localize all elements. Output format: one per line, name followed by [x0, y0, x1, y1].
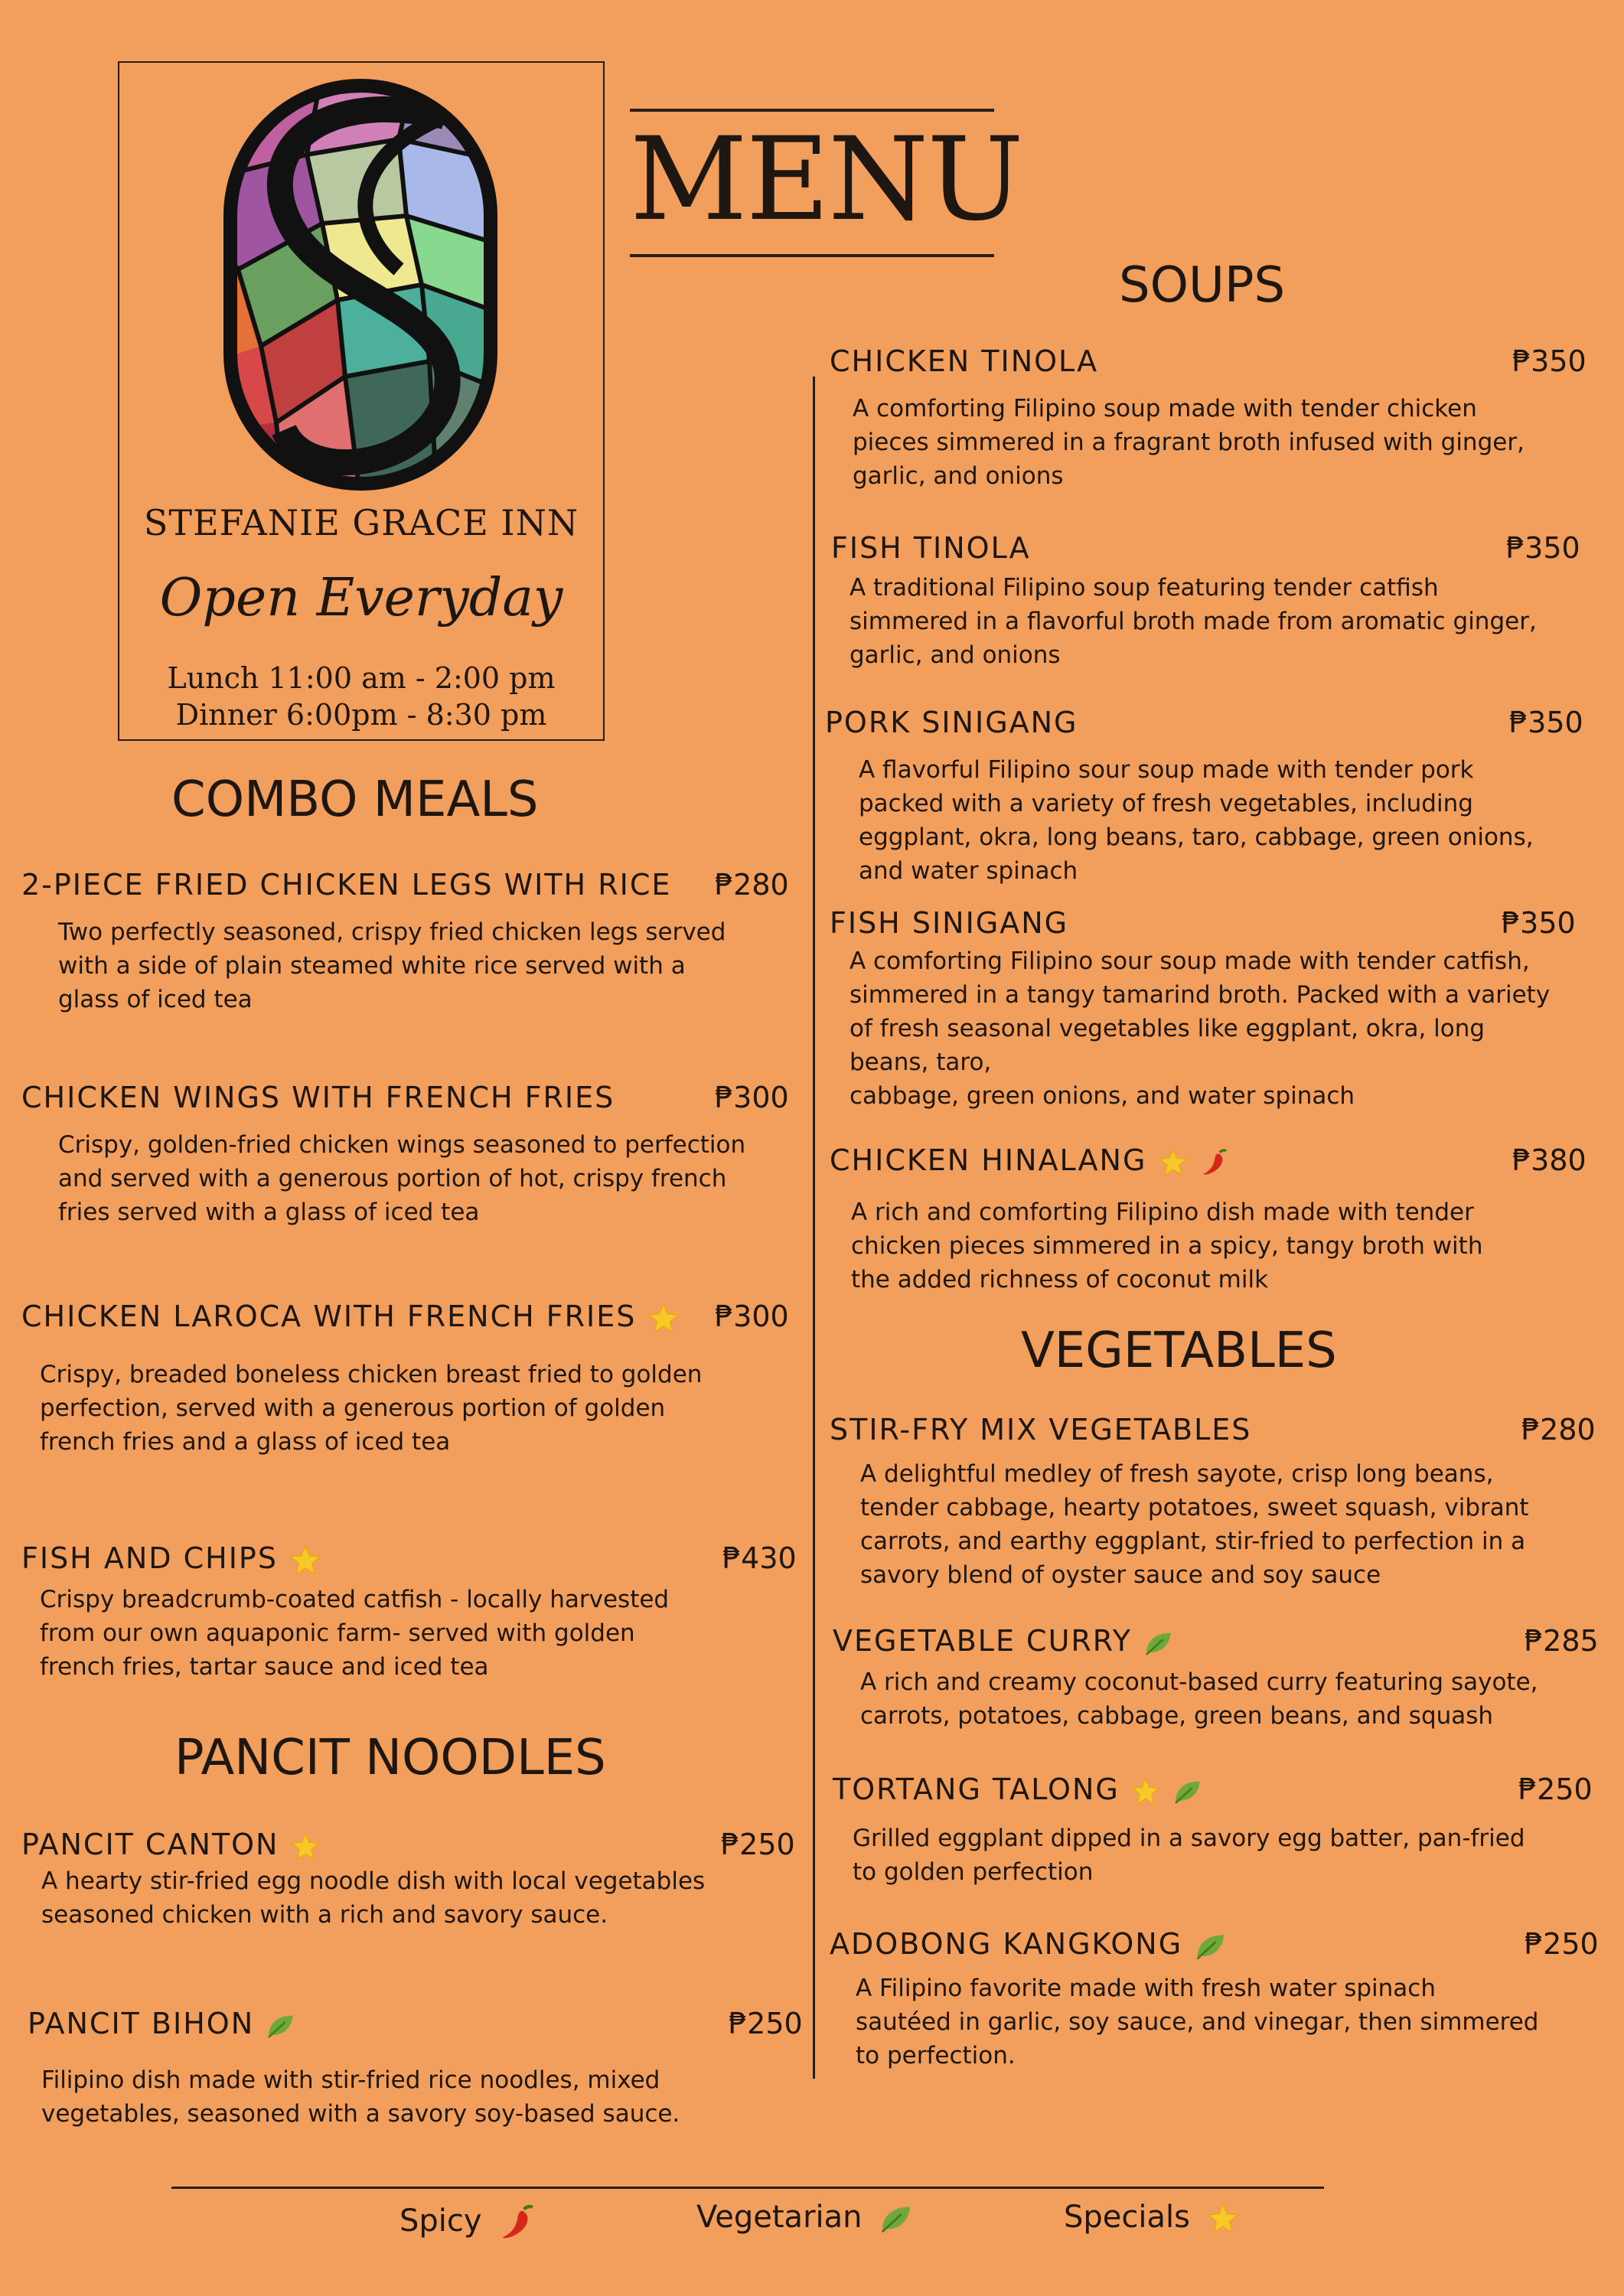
- menu-item-price: ₱350: [1502, 906, 1576, 940]
- vegetables-heading: VEGETABLES: [1021, 1322, 1337, 1379]
- star-icon: [1206, 2202, 1240, 2236]
- soups-heading: SOUPS: [1119, 257, 1286, 314]
- legend-divider: [171, 2187, 1324, 2189]
- menu-item-price: ₱430: [722, 1541, 797, 1575]
- menu-item-price: ₱250: [729, 2007, 803, 2040]
- menu-item-name: PORK SINIGANG: [825, 706, 1078, 739]
- menu-item-price: ₱300: [715, 1300, 789, 1333]
- menu-item-price: ₱380: [1512, 1143, 1586, 1177]
- menu-item-name: CHICKEN WINGS WITH FRENCH FRIES: [21, 1081, 615, 1114]
- menu-item-name-text: PANCIT CANTON: [21, 1828, 279, 1861]
- menu-item-description: Crispy, breaded boneless chicken breast fried to golden perfection, served with a generous portion of golden french fries and a glass of iced tea: [40, 1361, 703, 1456]
- menu-item-description: A hearty stir-fried egg noodle dish with local vegetables seasoned chicken with a rich and savory sauce.: [41, 1867, 706, 1929]
- star-icon: [647, 1302, 680, 1336]
- menu-item-price: ₱350: [1509, 706, 1583, 739]
- leaf-icon: [1143, 1628, 1173, 1658]
- menu-item-price: ₱350: [1512, 344, 1586, 378]
- menu-item-price: ₱285: [1525, 1624, 1599, 1658]
- menu-item-price: ₱250: [721, 1828, 795, 1861]
- menu-item-name-text: FISH AND CHIPS: [21, 1541, 278, 1575]
- logo-panel: [118, 61, 605, 741]
- menu-item-name: 2-PIECE FRIED CHICKEN LEGS WITH RICE: [21, 868, 672, 902]
- legend-specials: [1064, 2200, 1240, 2236]
- menu-item-name: [28, 2007, 295, 2041]
- legend-vegetarian: [696, 2200, 913, 2236]
- menu-item-name: [833, 1624, 1173, 1658]
- lunch-hours: Lunch 11:00 am - 2:00 pm: [167, 661, 556, 695]
- menu-item-description: Grilled eggplant dipped in a savory egg batter, pan-fried to golden perfection: [853, 1825, 1525, 1886]
- menu-item-name: [21, 1828, 321, 1862]
- menu-item-description: Filipino dish made with stir-fried rice noodles, mixed vegetables, seasoned with a savory soy-based sauce.: [41, 2066, 680, 2128]
- menu-item-description: A flavorful Filipino sour soup made with tender pork packed with a variety of fresh vegetables, including eggplant, okra, long beans, taro, cabbage, green onions, and water spinach: [859, 756, 1534, 885]
- menu-item-price: ₱250: [1525, 1927, 1599, 1961]
- legend-vegetarian-label: Vegetarian: [696, 2200, 863, 2235]
- menu-item-name: [21, 1300, 680, 1336]
- menu-item-description: A rich and comforting Filipino dish made with tender chicken pieces simmered in a spicy, tangy broth with the added richness of coconut milk: [851, 1199, 1483, 1293]
- menu-item-name-text: CHICKEN HINALANG: [830, 1143, 1147, 1177]
- inn-name: STEFANIE GRACE INN: [143, 502, 579, 543]
- menu-item-description: Crispy, golden-fried chicken wings seasoned to perfection and served with a generous portion of hot, crispy french fries served with a glass of iced tea: [58, 1131, 746, 1226]
- leaf-icon: [1172, 1776, 1202, 1807]
- menu-item-name-text: ADOBONG KANGKONG: [830, 1927, 1183, 1961]
- chili-pepper-icon: [1199, 1147, 1230, 1178]
- menu-item-name: [833, 1773, 1202, 1807]
- star-icon: [1130, 1776, 1161, 1807]
- menu-item-name-text: TORTANG TALONG: [833, 1773, 1120, 1806]
- menu-item-description: A traditional Filipino soup featuring tender catfish simmered in a flavorful broth made from aromatic ginger, garlic, and onions: [850, 574, 1537, 669]
- star-icon: [289, 1544, 322, 1577]
- menu-item-name: STIR-FRY MIX VEGETABLES: [830, 1413, 1252, 1446]
- menu-item-price: ₱280: [715, 868, 789, 902]
- leaf-icon: [878, 2201, 913, 2236]
- leaf-icon: [265, 2011, 295, 2041]
- menu-item-name-text: PANCIT BIHON: [28, 2007, 255, 2040]
- menu-item-name: FISH SINIGANG: [830, 906, 1069, 940]
- legend-spicy: [399, 2200, 537, 2245]
- menu-title-bottom-rule: [630, 254, 994, 257]
- legend-spicy-label: Spicy: [399, 2203, 482, 2239]
- star-icon: [290, 1831, 321, 1862]
- menu-item-description: Two perfectly seasoned, crispy fried chicken legs served with a side of plain steamed white rice served with a glass of iced tea: [58, 918, 726, 1013]
- menu-item-description: A comforting Filipino sour soup made with tender catfish, simmered in a tangy tamarind broth. Packed with a variety of fresh seasonal vegetables like eggplant, okra, long beans, taro, cabbage, green onions, and water spinach: [850, 947, 1551, 1110]
- menu-item-name: CHICKEN TINOLA: [830, 344, 1099, 378]
- menu-item-description: Crispy breadcrumb-coated catfish - locally harvested from our own aquaponic farm- served with golden french fries, tartar sauce and iced tea: [40, 1586, 670, 1681]
- menu-item-name: FISH TINOLA: [831, 531, 1031, 565]
- menu-item-name: [830, 1143, 1230, 1178]
- leaf-icon: [1193, 1929, 1227, 1963]
- open-everyday-tagline: Open Everyday: [159, 568, 563, 628]
- star-icon: [1158, 1147, 1189, 1178]
- menu-item-price: ₱300: [715, 1081, 789, 1114]
- menu-item-name: [830, 1927, 1227, 1963]
- menu-item-description: A Filipino favorite made with fresh water spinach sautéed in garlic, soy sauce, and vinegar, then simmered to perfection.: [856, 1975, 1539, 2069]
- menu-title: MENU: [630, 113, 1022, 246]
- menu-title-top-rule: [630, 109, 994, 112]
- menu-item-price: ₱250: [1518, 1773, 1593, 1806]
- dinner-hours: Dinner 6:00pm - 8:30 pm: [175, 698, 547, 732]
- stained-glass-logo-icon: [215, 70, 506, 499]
- menu-item-price: ₱280: [1521, 1413, 1596, 1446]
- menu-item-name-text: VEGETABLE CURRY: [833, 1624, 1132, 1658]
- menu-item-description: A comforting Filipino soup made with tender chicken pieces simmered in a fragrant broth infused with ginger, garlic, and onions: [853, 395, 1525, 490]
- legend-specials-label: Specials: [1064, 2200, 1190, 2235]
- pancit-noodles-heading: PANCIT NOODLES: [174, 1730, 606, 1786]
- menu-item-description: A delightful medley of fresh sayote, crisp long beans, tender cabbage, hearty potatoes, sweet squash, vibrant carrots, and earthy eggplant, stir-fried to perfection in a savory blend of oyster sauce and soy sauce: [860, 1460, 1529, 1589]
- menu-item-name-text: CHICKEN LAROCA WITH FRENCH FRIES: [21, 1300, 637, 1333]
- chili-pepper-icon: [497, 2200, 537, 2245]
- menu-item-price: ₱350: [1506, 531, 1580, 565]
- menu-item-name: [21, 1541, 322, 1577]
- menu-item-description: A rich and creamy coconut-based curry featuring sayote, carrots, potatoes, cabbage, green beans, and squash: [860, 1668, 1538, 1730]
- column-divider: [813, 377, 815, 2079]
- combo-meals-heading: COMBO MEALS: [171, 771, 539, 828]
